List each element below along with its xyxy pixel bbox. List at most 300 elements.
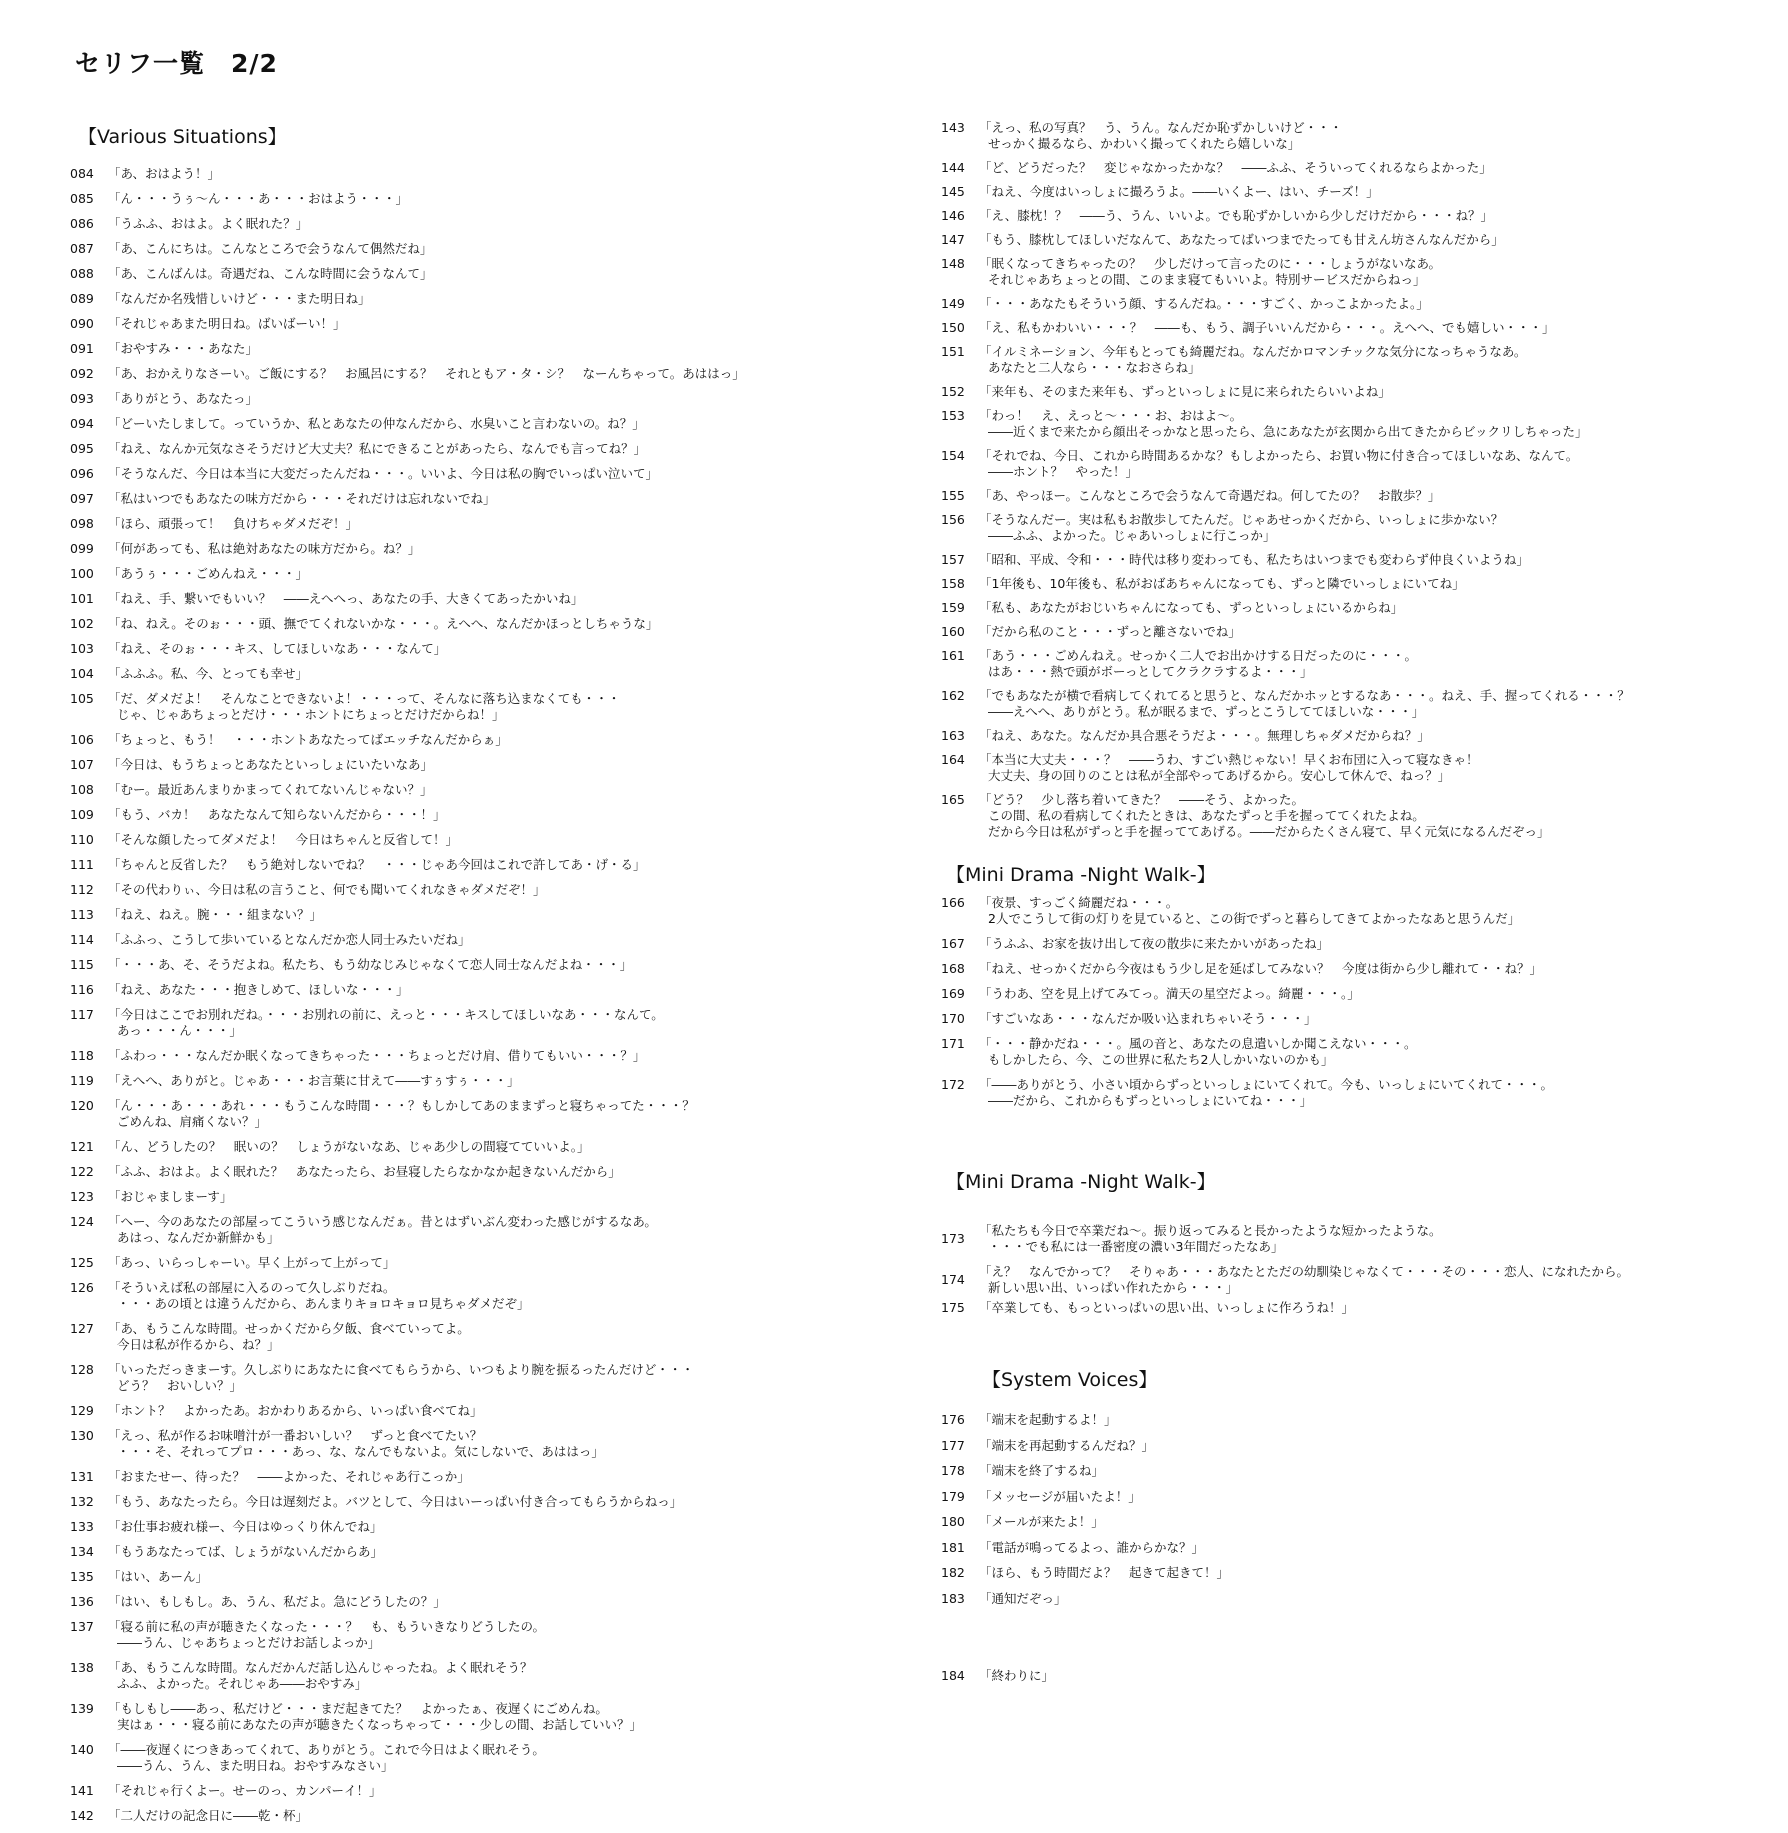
line-text <box>108 782 433 798</box>
dialogue-line <box>941 160 1741 184</box>
line-text-row: 「ふふ、おはよ。よく眠れた？ あなたったら、お昼寝したらなかなか起きないんだから」 <box>108 1164 621 1179</box>
line-text <box>979 1438 1154 1454</box>
line-text <box>108 1362 694 1394</box>
dialogue-line <box>70 1544 790 1569</box>
line-text <box>108 666 308 682</box>
line-text <box>979 792 1550 840</box>
line-number: 115 <box>70 957 94 972</box>
line-text-row: 「もう、あなたったら。今日は遅刻だよ。バツとして、今日はいーっぱい付き合ってもらうからねっ」 <box>108 1494 683 1509</box>
line-number: 143 <box>941 120 965 135</box>
line-text <box>108 641 446 657</box>
system-voices-final <box>941 1668 1441 1684</box>
line-text <box>108 466 658 482</box>
line-text-row: 「あ、やっほー。こんなところで会うなんて奇遇だね。何してたの？ お散歩？」 <box>979 488 1441 503</box>
line-number: 099 <box>70 541 94 556</box>
line-number: 096 <box>70 466 94 481</box>
line-text-row: 「すごいなあ・・・なんだか吸い込まれちゃいそう・・・」 <box>979 1011 1317 1026</box>
line-number: 088 <box>70 266 94 281</box>
line-text <box>108 166 220 182</box>
line-text <box>979 488 1440 504</box>
line-text <box>108 491 496 507</box>
line-text <box>979 1412 1117 1428</box>
line-number: 106 <box>70 732 94 747</box>
dialogue-line <box>70 957 790 982</box>
dialogue-line <box>70 516 790 541</box>
line-text-row: ・・・でも私には一番密度の濃い3年間だったなあ」 <box>988 1238 1284 1254</box>
dialogue-line <box>70 1519 790 1544</box>
line-text-row: 「あ、おはよう！」 <box>108 166 221 181</box>
line-number: 085 <box>70 191 94 206</box>
line-text-row: 「・・・あ、そ、そうだよね。私たち、もう幼なじみじゃなくて恋人同士なんだよね・・・」 <box>108 957 633 972</box>
line-text <box>979 648 1417 680</box>
line-text <box>979 1463 1104 1479</box>
dialogue-line <box>70 641 790 666</box>
line-text <box>979 448 1578 480</box>
line-text <box>108 982 409 998</box>
line-text <box>108 1469 470 1485</box>
dialogue-line <box>70 1569 790 1594</box>
dialogue-line <box>941 895 1741 936</box>
line-text-row: 「あ、こんばんは。奇遇だね、こんな時間に会うなんて」 <box>108 266 433 281</box>
line-number: 170 <box>941 1011 965 1026</box>
line-number: 165 <box>941 792 965 807</box>
line-text <box>108 1783 382 1799</box>
dialogue-line <box>70 1619 790 1660</box>
line-number: 183 <box>941 1590 965 1606</box>
dialogue-line <box>70 1362 790 1403</box>
line-text <box>979 1264 1629 1296</box>
line-text-row: 「わっ！ え、えっと〜・・・お、おはよ〜。 <box>979 408 1243 423</box>
line-text <box>108 1321 470 1353</box>
line-text-row: ・・・あの頃とは違うんだから、あんまりキョロキョロ見ちゃダメだぞ」 <box>117 1296 530 1311</box>
line-text <box>979 1300 1354 1316</box>
line-number: 104 <box>70 666 94 681</box>
dialogue-line <box>70 1321 790 1362</box>
dialogue-line <box>941 1218 1741 1259</box>
line-text <box>108 957 632 973</box>
dialogue-line <box>941 552 1741 576</box>
line-text <box>979 408 1588 440</box>
line-text <box>108 566 308 582</box>
dialogue-line <box>70 1007 790 1048</box>
line-text-row: 「ど、どうだった？ 変じゃなかったかな？ ――ふふ、そういってくれるならよかった」 <box>979 160 1492 175</box>
line-number: 130 <box>70 1428 94 1443</box>
line-text <box>979 1591 1067 1607</box>
line-text-row: 「ふわっ・・・なんだか眠くなってきちゃった・・・ちょっとだけ肩、借りてもいい・・・？」 <box>108 1048 646 1063</box>
line-text-row: 「そういえば私の部屋に入るのって久しぶりだね。 <box>108 1280 396 1295</box>
line-text-row: 「ありがとう、あなたっ」 <box>108 391 259 406</box>
line-number: 122 <box>70 1164 94 1179</box>
line-number: 091 <box>70 341 94 356</box>
line-text-row: 「それじゃ行くよー。せーのっ、カンパーイ！」 <box>108 1783 382 1798</box>
line-text <box>979 120 1342 152</box>
line-number: 148 <box>941 256 965 271</box>
line-text <box>108 1428 604 1460</box>
line-text-row: 「メッセージが届いたよ！」 <box>979 1488 1141 1504</box>
dialogue-line <box>70 832 790 857</box>
dialogue-line <box>70 1808 790 1833</box>
dialogue-line <box>941 1011 1741 1036</box>
line-number: 127 <box>70 1321 94 1336</box>
line-text-row: 「イルミネーション、今年もとっても綺麗だね。なんだかロマンチックな気分になっちゃうなあ。 <box>979 344 1527 359</box>
dialogue-line <box>70 1742 790 1783</box>
line-text-row: 「あ、こんにちは。こんなところで会うなんて偶然だね」 <box>108 241 433 256</box>
line-text <box>108 732 508 748</box>
line-number: 169 <box>941 986 965 1001</box>
section-heading-system-voices: 【System Voices】 <box>982 1369 1158 1391</box>
line-text <box>108 1073 520 1089</box>
line-text-row: ――ホント？ やった！」 <box>988 464 1139 479</box>
dialogue-line <box>941 344 1741 384</box>
line-text <box>108 691 620 723</box>
dialogue-line <box>70 732 790 757</box>
dialogue-line <box>70 216 790 241</box>
dialogue-line <box>941 1514 1441 1540</box>
dialogue-line <box>941 1412 1441 1438</box>
line-text <box>979 1489 1141 1505</box>
line-number: 107 <box>70 757 94 772</box>
line-text-row: 「メールが来たよ！」 <box>979 1514 1104 1529</box>
dialogue-line <box>941 1300 1741 1325</box>
line-number: 136 <box>70 1594 94 1609</box>
line-text-row: 「・・・あなたもそういう顔、するんだね。・・・すごく、かっこよかったよ。」 <box>979 296 1429 311</box>
line-text <box>979 296 1429 312</box>
dialogue-line <box>941 1489 1441 1515</box>
line-text <box>979 961 1542 977</box>
line-text-row: 「ねえ、なんか元気なさそうだけど大丈夫？私にできることがあったら、なんでも言ってね？」 <box>108 441 647 456</box>
line-text-row: 「どーいたしまして。っていうか、私とあなたの仲なんだから、水臭いこと言わないの。ね？」 <box>108 416 645 431</box>
mini-drama-1-list <box>941 895 1741 1118</box>
line-text-row: 「ちゃんと反省した？ もう絶対しないでね？ ・・・じゃあ今回はこれで許してあ・げ・る」 <box>108 857 646 872</box>
line-text <box>108 1280 530 1312</box>
line-text-row: 「もう、バカ！ あなたなんて知らないんだから・・・！」 <box>108 807 446 822</box>
line-text-row: 「その代わりぃ、今日は私の言うこと、何でも聞いてくれなきゃダメだぞ！」 <box>108 882 546 897</box>
line-number: 121 <box>70 1139 94 1154</box>
dialogue-line <box>941 648 1741 688</box>
dialogue-line <box>941 961 1741 986</box>
line-text <box>108 416 645 432</box>
line-text-row: 「あ、もうこんな時間。せっかくだから夕飯、食べていってよ。 <box>108 1321 470 1336</box>
line-text <box>108 216 308 232</box>
line-text-row: 「本当に大丈夫・・・？ ――うわ、すごい熱じゃない！早くお布団に入って寝なきゃ！ <box>979 752 1479 767</box>
line-number: 134 <box>70 1544 94 1559</box>
line-number: 152 <box>941 384 965 399</box>
line-number: 162 <box>941 688 965 703</box>
dialogue-line <box>941 1463 1441 1489</box>
dialogue-line <box>70 366 790 391</box>
line-text-row: 「いっただっきまーす。久しぶりにあなたに食べてもらうから、いつもより腕を振るったんだけど・・・ <box>108 1362 694 1377</box>
dialogue-line <box>941 408 1741 448</box>
line-text-row: 「今日はここでお別れだね。・・・お別れの前に、えっと・・・キスしてほしいなあ・・・なんて。 <box>108 1007 664 1022</box>
line-text-row: 今日は私が作るから、ね？」 <box>117 1337 280 1352</box>
line-number: 117 <box>70 1007 94 1022</box>
section-heading-mini-drama-2: 【Mini Drama -Night Walk-】 <box>946 1171 1216 1193</box>
line-text-row: 「どう？ 少し落ち着いてきた？ ――そう、よかった。 <box>979 792 1305 807</box>
dialogue-line <box>70 807 790 832</box>
line-number: 181 <box>941 1539 965 1555</box>
line-text-row: 「夜景、すっごく綺麗だね・・・。 <box>979 895 1179 910</box>
line-text <box>979 688 1630 720</box>
dialogue-line <box>70 1073 790 1098</box>
dialogue-line <box>941 320 1741 344</box>
line-number: 114 <box>70 932 94 947</box>
line-text-row: 2人でこうして街の灯りを見ていると、この街でずっと暮らしてきてよかったなあと思うんだ」 <box>988 911 1521 926</box>
line-number: 119 <box>70 1073 94 1088</box>
line-text-row: どう？ おいしい？」 <box>117 1378 243 1393</box>
line-text-row: はあ・・・熱で頭がボーっとしてクラクラするよ・・・」 <box>988 664 1313 679</box>
line-number: 135 <box>70 1569 94 1584</box>
line-text <box>108 591 583 607</box>
line-text-row: 「あ、おかえりなさーい。ご飯にする？ お風呂にする？ それともア・タ・シ？ なーんちゃって。あははっ」 <box>108 366 745 381</box>
line-text <box>108 266 433 282</box>
line-text-row: 「ん・・・あ・・・あれ・・・もうこんな時間・・・？もしかしてあのままずっと寝ちゃってた・・・？ <box>108 1098 695 1113</box>
line-number: 120 <box>70 1098 94 1113</box>
line-number: 174 <box>941 1271 965 1287</box>
dialogue-line <box>941 986 1741 1011</box>
dialogue-line <box>70 1048 790 1073</box>
line-text-row: 「へー、今のあなたの部屋ってこういう感じなんだぁ。昔とはずいぶん変わった感じがするなあ。 <box>108 1214 657 1229</box>
line-number: 086 <box>70 216 94 231</box>
system-voices-list <box>941 1412 1441 1616</box>
line-number: 146 <box>941 208 965 223</box>
line-text <box>979 986 1360 1002</box>
dialogue-line <box>941 1036 1741 1077</box>
dialogue-line <box>70 1428 790 1469</box>
line-text-row: 「そんな顔したってダメだよ！ 今日はちゃんと反省して！」 <box>108 832 459 847</box>
line-text-row: 「通知だぞっ」 <box>979 1590 1067 1606</box>
section-heading-various-situations: 【Various Situations】 <box>78 126 287 148</box>
line-text <box>108 1619 545 1651</box>
line-number: 173 <box>941 1230 965 1246</box>
dialogue-line <box>70 491 790 516</box>
dialogue-line <box>941 512 1741 552</box>
line-number: 126 <box>70 1280 94 1295</box>
line-text-row: 「ねえ、せっかくだから今夜はもう少し足を延ばしてみない？ 今度は街から少し離れて・・ね？」 <box>979 961 1543 976</box>
line-text-row: 「ねえ、あなた・・・抱きしめて、ほしいな・・・」 <box>108 982 409 997</box>
line-number: 097 <box>70 491 94 506</box>
line-text <box>108 932 471 948</box>
dialogue-line <box>70 391 790 416</box>
line-text-row: この間、私の看病してくれたときは、あなたずっと手を握っててくれたよね。 <box>988 808 1425 823</box>
line-text-row: 「ん・・・うぅ〜ん・・・あ・・・おはよう・・・」 <box>108 191 409 206</box>
line-text-row: それじゃあちょっとの間、このまま寝てもいいよ。特別サービスだからねっ」 <box>988 272 1426 287</box>
line-text-row: 「ねえ、手、繋いでもいい？ ――えへへっ、あなたの手、大きくてあったかいね」 <box>108 591 584 606</box>
dialogue-line <box>941 232 1741 256</box>
line-number: 153 <box>941 408 965 423</box>
line-text-row: 「えっ、私が作るお味噌汁が一番おいしい？ ずっと食べてたい？ <box>108 1428 483 1443</box>
line-number: 129 <box>70 1403 94 1418</box>
line-number: 142 <box>70 1808 94 1823</box>
dialogue-line <box>70 1098 790 1139</box>
line-text <box>108 807 446 823</box>
dialogue-line <box>70 1214 790 1255</box>
line-text-row: 「昭和、平成、令和・・・時代は移り変わっても、私たちはいつまでも変わらず仲良くいようね」 <box>979 552 1529 567</box>
dialogue-line <box>941 448 1741 488</box>
line-text-row: 「寝る前に私の声が聴きたくなった・・・？ も、もういきなりどうしたの。 <box>108 1619 546 1634</box>
line-number: 158 <box>941 576 965 591</box>
line-text <box>979 320 1555 336</box>
dialogue-line <box>941 728 1741 752</box>
dialogue-line <box>70 1469 790 1494</box>
line-text <box>979 600 1403 616</box>
line-text-row: 「え？ なんでかって？ そりゃあ・・・あなたとただの幼馴染じゃなくて・・・その・・・恋人、になれたから。 <box>979 1263 1630 1279</box>
dialogue-line <box>70 1701 790 1742</box>
line-text <box>108 882 546 898</box>
line-number: 093 <box>70 391 94 406</box>
line-text <box>108 1189 232 1205</box>
line-text-row: 「うふふ、お家を抜け出して夜の散歩に来たかいがあったね」 <box>979 936 1330 951</box>
dialogue-line <box>70 191 790 216</box>
various-situations-list <box>70 166 790 1833</box>
line-text <box>108 857 646 873</box>
line-text-row: 「ねえ、ねえ。腕・・・組まない？」 <box>108 907 323 922</box>
line-number: 168 <box>941 961 965 976</box>
line-number: 087 <box>70 241 94 256</box>
line-text-row: 「――ありがとう、小さい頃からずっといっしょにいてくれて。今も、いっしょにいてくれて・・・。 <box>979 1077 1554 1092</box>
line-text <box>108 241 432 257</box>
line-number: 145 <box>941 184 965 199</box>
line-text <box>979 1011 1317 1027</box>
line-text-row: あはっ、なんだか新鮮かも」 <box>117 1230 280 1245</box>
line-text-row: 「端末を再起動するんだね？」 <box>979 1437 1155 1453</box>
line-number: 140 <box>70 1742 94 1757</box>
line-text <box>108 832 458 848</box>
line-text-row: 「ほら、頑張って！ 負けちゃダメだぞ！」 <box>108 516 359 531</box>
line-text-row: 「だから私のこと・・・ずっと離さないでね」 <box>979 624 1241 639</box>
dialogue-line <box>70 982 790 1007</box>
line-text <box>108 1660 533 1692</box>
line-text-row: 「なんだか名残惜しいけど・・・また明日ね」 <box>108 291 371 306</box>
line-number: 137 <box>70 1619 94 1634</box>
line-text-row: 「もうあなたってば、しょうがないんだからあ」 <box>108 1544 384 1559</box>
line-number: 116 <box>70 982 94 997</box>
line-text-row: 「はい、あーん」 <box>108 1569 209 1584</box>
line-number: 141 <box>70 1783 94 1798</box>
line-number: 154 <box>941 448 965 463</box>
line-text-row: ――ふふ、よかった。じゃあいっしょに行こっか」 <box>988 528 1276 543</box>
line-text <box>108 1139 590 1155</box>
line-text <box>979 184 1379 200</box>
line-number: 157 <box>941 552 965 567</box>
dialogue-line <box>70 1139 790 1164</box>
line-number: 150 <box>941 320 965 335</box>
dialogue-line <box>941 488 1741 512</box>
line-text-row: 大丈夫、身の回りのことは私が全部やってあげるから。安心して休んで、ねっ？」 <box>988 768 1451 783</box>
line-number: 100 <box>70 566 94 581</box>
line-number: 109 <box>70 807 94 822</box>
line-text-row: ――うん、うん、また明日ね。おやすみなさい」 <box>117 1758 394 1773</box>
line-text-row: 「ほら、もう時間だよ？ 起きて起きて！」 <box>979 1565 1230 1580</box>
line-text-row: 「来年も、そのまた来年も、ずっといっしょに見に来られたらいいよね」 <box>979 384 1391 399</box>
line-text <box>108 757 433 773</box>
line-text <box>108 616 658 632</box>
line-text-row: 「おじゃましまーす」 <box>108 1189 233 1204</box>
line-number: 159 <box>941 600 965 615</box>
dialogue-line <box>941 688 1741 728</box>
line-text <box>108 1255 395 1271</box>
line-number: 113 <box>70 907 94 922</box>
dialogue-line <box>70 241 790 266</box>
line-number: 175 <box>941 1300 965 1315</box>
line-text-row: 「1年後も、10年後も、私がおばあちゃんになっても、ずっと隣でいっしょにいてね」 <box>979 576 1465 591</box>
line-number: 123 <box>70 1189 94 1204</box>
dialogue-line <box>941 752 1741 792</box>
line-text <box>108 1544 383 1560</box>
line-text <box>108 1164 621 1180</box>
line-text-row: 実はぁ・・・寝る前にあなたの声が聴きたくなっちゃって・・・少しの間、お話していい？」 <box>117 1717 643 1732</box>
line-text <box>979 728 1430 744</box>
line-number: 084 <box>70 166 94 181</box>
dialogue-line <box>941 1259 1741 1300</box>
line-text-row: ごめんね、肩痛くない？」 <box>117 1114 268 1129</box>
dialogue-line <box>70 266 790 291</box>
line-text-row: 「今日は、もうちょっとあなたといっしょにいたいなあ」 <box>108 757 434 772</box>
dialogue-line <box>70 166 790 191</box>
line-text-row: じゃ、じゃあちょっとだけ・・・ホントにちょっとだけだからね！」 <box>117 707 505 722</box>
line-text-row: ――うん、じゃあちょっとだけお話しよっか」 <box>117 1635 381 1650</box>
line-text <box>979 1668 1054 1684</box>
line-text-row: 「ねえ、そのぉ・・・キス、してほしいなあ・・・なんて」 <box>108 641 447 656</box>
line-text-row: 「ホント？ よかったあ。おかわりあるから、いっぱい食べてね」 <box>108 1403 483 1418</box>
line-text-row: 「ね、ねえ。そのぉ・・・頭、撫でてくれないかな・・・。えへへ、なんだかほっとしちゃうな」 <box>108 616 659 631</box>
line-number: 138 <box>70 1660 94 1675</box>
line-text <box>108 1519 382 1535</box>
line-text <box>108 1048 645 1064</box>
dialogue-line <box>941 1540 1441 1566</box>
line-text-row: 「ねえ、今度はいっしょに撮ろうよ。――いくよー、はい、チーズ！」 <box>979 184 1379 199</box>
line-text-row: 「うふふ、おはよ。よく眠れた？」 <box>108 216 309 231</box>
dialogue-line <box>70 1660 790 1701</box>
line-text-row: あなたと二人なら・・・なおさらね」 <box>988 360 1201 375</box>
dialogue-line <box>70 691 790 732</box>
dialogue-line <box>70 541 790 566</box>
line-text-row: ふふ、よかった。それじゃあ――おやすみ」 <box>117 1676 368 1691</box>
line-text <box>979 256 1441 288</box>
dialogue-line <box>70 782 790 807</box>
line-text-row: 「はい、もしもし。あ、うん、私だよ。急にどうしたの？」 <box>108 1594 446 1609</box>
line-text <box>979 160 1492 176</box>
line-text <box>979 576 1465 592</box>
line-number: 118 <box>70 1048 94 1063</box>
dialogue-line <box>70 1494 790 1519</box>
line-number: 089 <box>70 291 94 306</box>
line-text-row: 「あう・・・ごめんねえ。せっかく二人でお出かけする日だったのに・・・。 <box>979 648 1418 663</box>
line-text-row: 「私はいつでもあなたの味方だから・・・それだけは忘れないでね」 <box>108 491 496 506</box>
line-text-row: 「それじゃあまた明日ね。ばいばーい！」 <box>108 316 346 331</box>
line-text-row: せっかく撮るなら、かわいく撮ってくれたら嬉しいな」 <box>988 136 1301 151</box>
dialogue-line <box>941 1668 1441 1684</box>
line-text-row: 「むー。最近あんまりかまってくれてないんじゃない？」 <box>108 782 433 797</box>
line-text-row: 「えへへ、ありがと。じゃあ・・・お言葉に甘えて――すぅすぅ・・・」 <box>108 1073 520 1088</box>
line-number: 098 <box>70 516 94 531</box>
line-text <box>108 541 420 557</box>
line-number: 105 <box>70 691 94 706</box>
line-number: 172 <box>941 1077 965 1092</box>
line-number: 151 <box>941 344 965 359</box>
dialogue-line <box>70 466 790 491</box>
line-text-row: 「ちょっと、もう！ ・・・ホントあなたってばエッチなんだからぁ」 <box>108 732 508 747</box>
line-text <box>979 1077 1553 1109</box>
line-text-row: 「うわあ、空を見上げてみてっ。満天の星空だよっ。綺麗・・・。」 <box>979 986 1360 1001</box>
line-text-row: 「それでね、今日、これから時間あるかな？もしよかったら、お買い物に付き合ってほしいなあ、なんて。 <box>979 448 1579 463</box>
line-text <box>979 232 1504 248</box>
line-text <box>108 341 258 357</box>
line-text-row: 「ふふふ。私、今、とっても幸せ」 <box>108 666 309 681</box>
dialogue-line <box>70 1403 790 1428</box>
dialogue-line <box>70 1164 790 1189</box>
line-text <box>108 1742 545 1774</box>
line-text-row: 「えっ、私の写真？ う、うん。なんだか恥ずかしいけど・・・ <box>979 120 1343 135</box>
